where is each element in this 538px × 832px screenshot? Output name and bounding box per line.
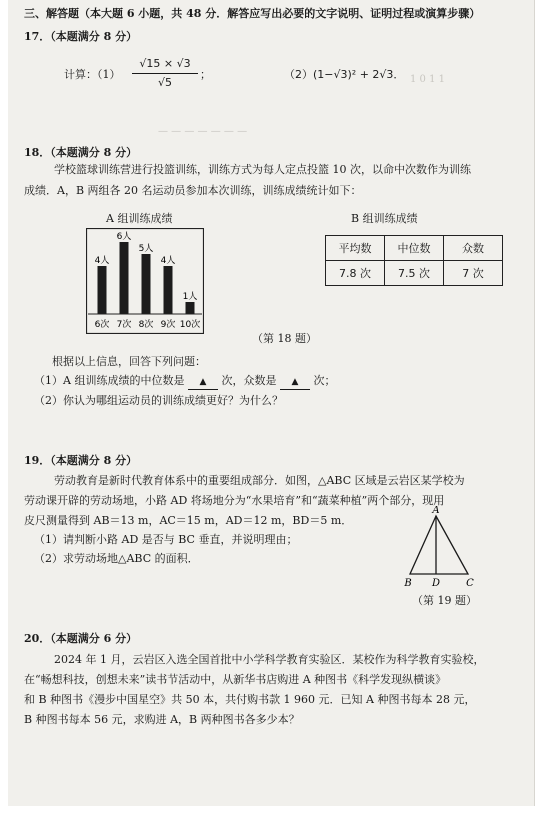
q19-caption: （第 19 题） [412, 594, 477, 607]
bar-6次 [98, 266, 107, 314]
section-header: 三、解答题（本大题 6 小题，共 48 分．解答应写出必要的文字说明、证明过程或演算步骤） [24, 7, 481, 20]
triangle-abc [410, 516, 468, 574]
q18-sub1 [34, 374, 335, 390]
bar-8次 [142, 254, 151, 314]
point-label-c: C [466, 578, 474, 589]
table-cell: 7 次 [444, 261, 503, 286]
table-header-cell: 中位数 [385, 236, 444, 261]
bleed-through-mark: 1 0 1 1 [410, 74, 445, 85]
q18-caption: （第 18 题） [252, 332, 317, 345]
bleed-through-mark: — — — — — — — [158, 126, 248, 137]
q18-sub1-text: 次； [313, 374, 336, 387]
answer-blank: ▲ [188, 375, 218, 390]
table-header-cell: 平均数 [326, 236, 385, 261]
bar-data-label: 5人 [138, 244, 154, 254]
q19-text-line2: 劳动课开辟的劳动场地，小路 AD 将场地分为“水果培育”和“蔬菜种植”两个部分，现用 [24, 494, 445, 507]
exam-page [8, 0, 535, 806]
bar-data-label: 6人 [116, 232, 132, 242]
q17-expr1-tail: ； [200, 68, 211, 81]
bar-data-label: 4人 [160, 256, 176, 266]
q17-expr2: （2）(1−√3)² + 2√3． [284, 68, 405, 81]
q18-heading: 18．（本题满分 8 分） [24, 146, 138, 159]
x-tick-label: 6次 [94, 320, 110, 330]
q18-intro: 根据以上信息，回答下列问题： [52, 355, 206, 368]
bar-7次 [120, 242, 129, 314]
table-cell: 7.5 次 [385, 261, 444, 286]
chart-title: A 组训练成绩 [106, 212, 173, 225]
point-label-b: B [404, 578, 412, 589]
q19-sub1: （1）请判断小路 AD 是否与 BC 垂直，并说明理由； [34, 533, 298, 546]
q19-heading: 19．（本题满分 8 分） [24, 454, 138, 467]
a-group-bar-chart [86, 228, 204, 334]
b-group-stats-table [325, 235, 503, 286]
table-cell: 7.8 次 [326, 261, 385, 286]
triangle-figure [398, 506, 482, 590]
q20-text-line4: B 种图书每本 56 元，求购进 A，B 两种图书各多少本？ [24, 713, 300, 726]
q18-sub1-text: 次，众数是 [221, 374, 277, 387]
q20-text-line3: 和 B 种图书《漫步中国星空》共 50 本，共付购书款 1 960 元．已知 A 种图书每本 28 元， [24, 693, 476, 706]
q17-fraction-numerator: √15 × √3 [132, 57, 198, 74]
bar-data-label: 4人 [94, 256, 110, 266]
q17-heading: 17．（本题满分 8 分） [24, 30, 138, 43]
q20-heading: 20．（本题满分 6 分） [24, 632, 138, 645]
q19-text-line1: 劳动教育是新时代教育体系中的重要组成部分．如图，△ABC 区域是云岩区某学校为 [54, 474, 465, 487]
x-tick-label: 8次 [138, 320, 154, 330]
q18-text-line2: 成绩．A，B 两组各 20 名运动员参加本次训练，训练成绩统计如下： [24, 184, 362, 197]
q17-calc-prefix: 计算：（1） [64, 68, 121, 81]
bar-10次 [186, 302, 195, 314]
q17-fraction-denominator: √5 [157, 76, 172, 89]
q19-sub2: （2）求劳动场地△ABC 的面积． [34, 552, 199, 565]
point-label-a: A [432, 506, 440, 516]
q18-sub1-text: （1）A 组训练成绩的中位数是 [34, 374, 185, 387]
table-header-row [326, 236, 503, 261]
x-tick-label: 7次 [116, 320, 132, 330]
q19-text-line3: 皮尺测量得到 AB＝13 m，AC＝15 m，AD＝12 m，BD＝5 m． [24, 514, 353, 527]
q20-text-line1: 2024 年 1 月，云岩区入选全国首批中小学科学教育实验区．某校作为科学教育实验校， [54, 653, 485, 666]
x-tick-label: 9次 [160, 320, 176, 330]
bar-9次 [164, 266, 173, 314]
bar-data-label: 1人 [182, 292, 198, 302]
q18-text-line1: 学校篮球训练营进行投篮训练，训练方式为每人定点投篮 10 次，以命中次数作为训练 [54, 163, 471, 176]
q17-fraction [132, 57, 198, 90]
q20-text-line2: 在“畅想科技，创想未来”读书节活动中，从新华书店购进 A 种图书《科学发现纵横谈》 [24, 673, 447, 686]
table-title: B 组训练成绩 [351, 212, 418, 225]
table-header-cell: 众数 [444, 236, 503, 261]
q18-sub2: （2）你认为哪组运动员的训练成绩更好？为什么？ [34, 394, 283, 407]
table-row [326, 261, 503, 286]
x-tick-label: 10次 [179, 320, 201, 330]
point-label-d: D [431, 578, 441, 589]
answer-blank: ▲ [280, 375, 310, 390]
